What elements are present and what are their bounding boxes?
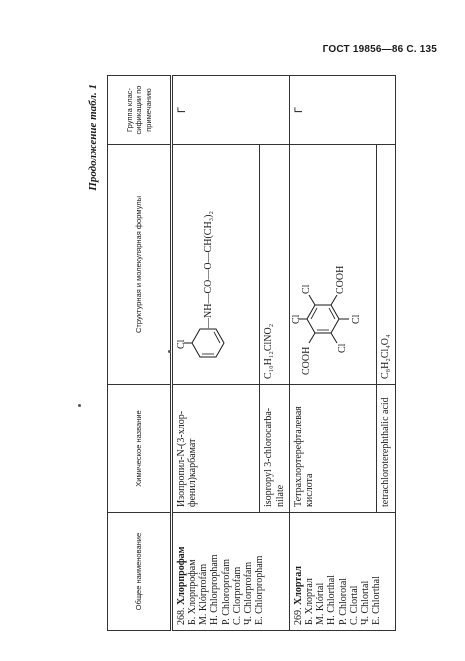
cl-bond xyxy=(331,333,337,343)
chemical-name-en-cell xyxy=(377,385,396,513)
synonym: С. Clorprofam xyxy=(231,566,243,625)
chemical-name-en: tetrachloroterephthalic acid xyxy=(380,397,391,507)
synonym: С. Clortal xyxy=(348,585,360,625)
scan-speck xyxy=(78,404,81,407)
molecular-formula-cell xyxy=(377,145,396,385)
row-number: 269. xyxy=(293,607,304,625)
class-group-cell xyxy=(290,76,396,145)
table-row xyxy=(172,76,260,631)
table-header-row xyxy=(108,76,172,631)
header-structure: Структурная и молекулярная формулы xyxy=(108,145,172,385)
header-chemical-name: Химическое название xyxy=(108,385,172,513)
class-group-cell xyxy=(172,76,290,145)
synonym: М. Klórprofám xyxy=(198,563,210,625)
benzene-ring xyxy=(307,305,339,333)
data-table xyxy=(107,75,396,631)
common-name: Хлорпрофам xyxy=(176,546,187,605)
molecular-formula-cell xyxy=(260,145,290,385)
chemical-name-ru: Тетрахлортерефталевая кислота xyxy=(293,406,315,507)
synonym: Б. Хлорпрофам xyxy=(187,559,198,625)
chlorine-label: Cl xyxy=(337,343,348,353)
synonym-list xyxy=(187,518,265,625)
synonym: Е. Chlorpropham xyxy=(254,555,266,625)
synonym: Р. Chlorotal xyxy=(337,577,349,625)
rotated-page xyxy=(85,76,445,631)
molecular-formula: C₈H₂Cl₄O₄ xyxy=(380,334,391,379)
chlorthal-structure xyxy=(293,151,369,379)
benzene-ring xyxy=(192,329,224,357)
synonym: М. Klórtal xyxy=(315,582,327,625)
common-name: Хлортал xyxy=(293,566,304,605)
cooh-label: COOH xyxy=(301,346,312,375)
chemical-name-ru-cell xyxy=(172,385,260,513)
synonym: Ч. Chlorprofam xyxy=(242,561,254,625)
header-class-group: Группа клас-сификации по примечанию xyxy=(108,76,172,145)
chlorine-label: Cl xyxy=(176,339,187,349)
synonym: Р. Chloroprofam xyxy=(220,559,232,625)
molecular-formula: C₁₀H₁₂ClNO₂ xyxy=(263,323,274,379)
common-name-cell xyxy=(290,513,396,631)
synonym: Ч. Chlortal xyxy=(359,580,371,625)
table-caption: Продолжение табл. 1 xyxy=(87,84,99,191)
chlorine-label: Cl xyxy=(301,284,312,294)
chemical-name-en-cell xyxy=(260,385,290,513)
scan-speck xyxy=(168,350,171,353)
synonym: Е. Chlorthal xyxy=(371,576,383,625)
structure-cell xyxy=(290,145,377,385)
cl-bond xyxy=(309,295,315,305)
page-header: ГОСТ 19856—86 С. 135 xyxy=(322,44,437,55)
structure-chain: —NH—CO—O—CH(CH₃)₂ xyxy=(203,211,214,328)
chlorpropham-structure xyxy=(176,151,252,379)
row-number: 268. xyxy=(176,607,187,625)
cooh-label: COOH xyxy=(335,265,346,294)
chemical-name-ru: Изопропил-N-(3-хлор-фенил)карбамат xyxy=(176,410,198,507)
chlorine-label: Cl xyxy=(351,314,362,324)
chlorine-label: Cl xyxy=(291,314,302,324)
synonym-list xyxy=(304,518,382,625)
class-group: Г xyxy=(176,107,188,113)
synonym: Н. Chlorpropham xyxy=(209,554,221,625)
chemical-name-ru-cell xyxy=(290,385,377,513)
synonym: Б. Хлортал xyxy=(304,578,315,625)
header-common-name: Общее наименование xyxy=(108,513,172,631)
structure-cell xyxy=(172,145,260,385)
table-row xyxy=(290,76,377,631)
chemical-name-en: isopropyl 3-chlorocarba-nilate xyxy=(263,407,286,507)
cooh-bond xyxy=(331,295,337,305)
synonym: Н. Chlorthal xyxy=(326,575,338,625)
class-group: Г xyxy=(293,107,305,113)
cooh-bond xyxy=(309,333,315,343)
common-name-cell xyxy=(172,513,290,631)
